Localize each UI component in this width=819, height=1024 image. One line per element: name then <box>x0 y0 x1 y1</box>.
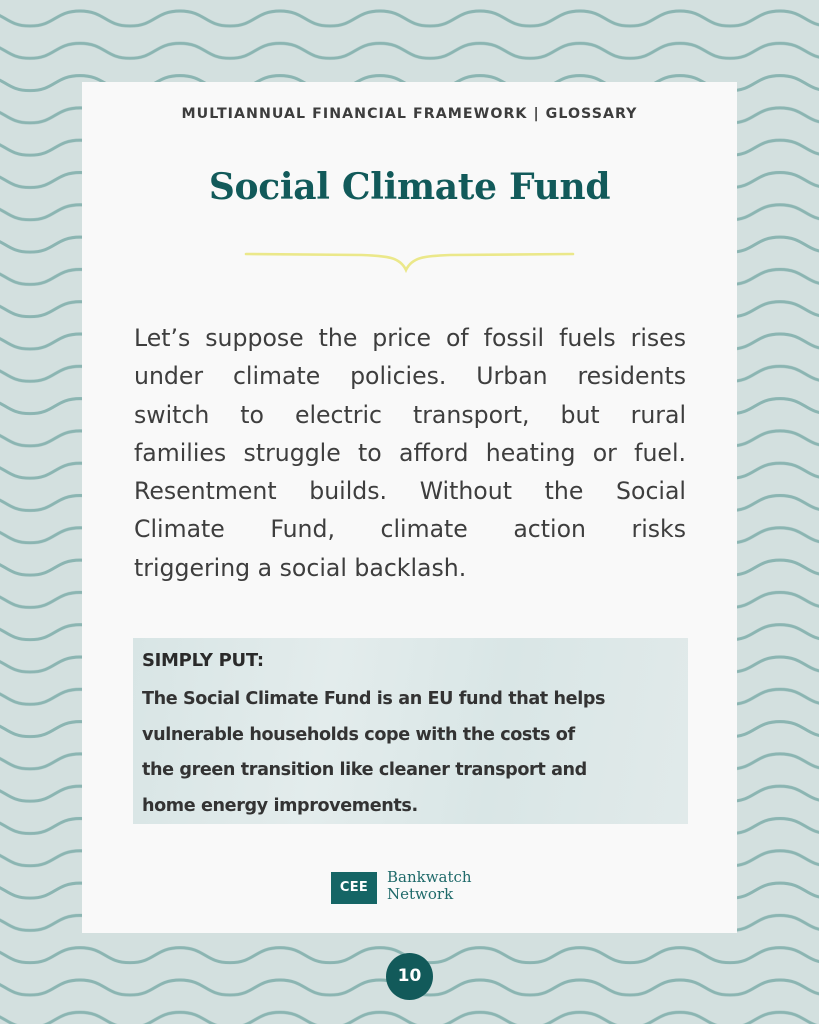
section-kicker: MULTIANNUAL FINANCIAL FRAMEWORK | GLOSSARY <box>181 106 638 122</box>
simply-put-line: the green transition like cleaner transport and <box>142 760 587 780</box>
paragraph-line: under climate policies. Urban residents <box>134 362 686 391</box>
paragraph-line: Let’s suppose the price of fossil fuels rises <box>134 324 686 352</box>
logo-wordmark <box>387 869 472 902</box>
glossary-card <box>82 82 737 933</box>
paragraph-line: Resentment builds. Without the Social <box>134 477 686 506</box>
page-number-badge: 10 <box>386 953 433 1000</box>
paragraph-line: Climate Fund, climate action risks <box>134 515 686 544</box>
simply-put-line: home energy improvements. <box>142 795 418 816</box>
paragraph-line: switch to electric transport, but rural <box>134 400 686 429</box>
cee-logo-mark: CEE <box>331 872 377 904</box>
scenario-paragraph <box>134 319 686 587</box>
simply-put-box <box>133 638 688 824</box>
simply-put-line: The Social Climate Fund is an EU fund that helps <box>142 689 606 709</box>
page-title: Social Climate Fund <box>208 166 611 208</box>
logo-name-line1: Bankwatch <box>387 868 472 886</box>
simply-put-line: vulnerable households cope with the costs of <box>142 724 575 745</box>
curly-brace-divider-icon <box>242 248 577 274</box>
logo-name-line2: Network <box>387 884 454 903</box>
paragraph-line: triggering a social backlash. <box>134 553 467 582</box>
simply-put-heading: SIMPLY PUT: <box>142 650 264 671</box>
paragraph-line: families struggle to afford heating or fuel. <box>134 438 686 467</box>
simply-put-text <box>142 682 687 824</box>
